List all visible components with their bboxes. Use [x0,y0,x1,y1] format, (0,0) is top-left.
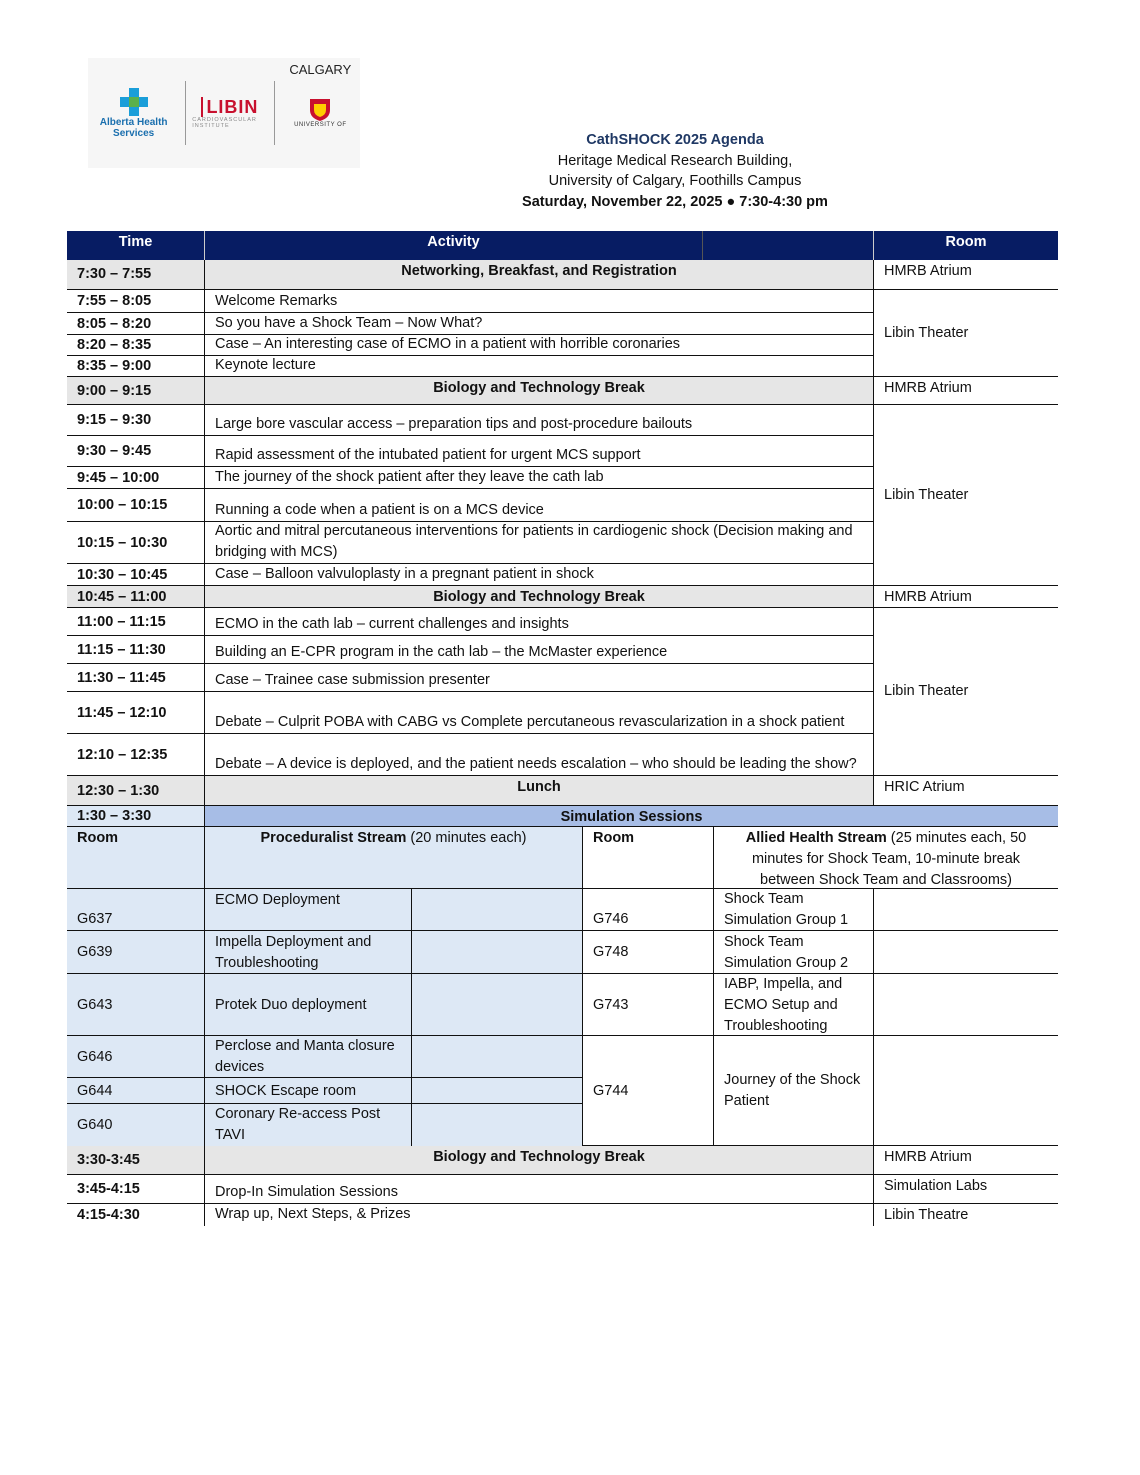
sim-allied-row [582,888,1058,931]
agenda-time: 9:30 – 9:45 [77,443,152,459]
agenda-time: 1:30 – 3:30 [67,806,204,827]
ahs-logo [88,87,179,139]
agenda-row [67,1203,1058,1226]
agenda-activity: Welcome Remarks [204,290,873,313]
sim-activity: Coronary Re-access Post TAVI [204,1104,411,1146]
sim-empty-cell [873,889,1058,931]
agenda-activity: Aortic and mitral percutaneous interventions for patients in cardiogenic shock (Decision making and bridging with MCS) [204,522,873,564]
allied-stream-header [713,827,1058,889]
sim-empty-cell [411,889,582,931]
sim-proc-row [67,930,582,974]
sim-empty-cell [873,1036,1058,1146]
ucalgary-logo-top: UNIVERSITY OF [294,122,347,128]
libin-logo [192,97,267,129]
agenda-activity: Keynote lecture [204,356,873,377]
agenda-room-merged: Libin Theater [873,404,1058,585]
agenda-activity: Biology and Technology Break [204,586,873,608]
agenda-room: HMRB Atrium [873,586,1058,608]
agenda-time: 8:05 – 8:20 [77,315,152,332]
sim-proc-row [67,973,582,1036]
agenda-time: 9:15 – 9:30 [77,412,152,428]
libin-logo-subtitle: CARDIOVASCULAR INSTITUTE [192,117,257,129]
sim-empty-cell [411,1104,582,1146]
agenda-activity: Case – Trainee case submission presenter [204,664,873,692]
agenda-time: 11:00 – 11:15 [77,613,166,630]
agenda-time: 11:30 – 11:45 [77,669,166,686]
sim-room: G644 [67,1078,204,1104]
agenda-activity: Wrap up, Next Steps, & Prizes [204,1204,873,1226]
agenda-activity: Running a code when a patient is on a MCS device [204,489,873,522]
agenda-row [67,1145,1058,1175]
agenda-time: 11:15 – 11:30 [77,641,166,658]
sim-activity: Perclose and Manta closure devices [204,1036,411,1078]
agenda-time: 10:15 – 10:30 [77,534,168,551]
agenda-activity: Rapid assessment of the intubated patient for urgent MCS support [204,436,873,467]
sim-room: G639 [67,931,204,974]
sim-proc-row [67,1035,582,1078]
sim-empty-cell [411,931,582,974]
allied-stream-note: (25 minutes each, 50 minutes for Shock Team, 10-minute break between Shock Team and Classrooms) [751,830,1027,888]
agenda-time: 12:10 – 12:35 [77,746,168,763]
sim-room: G743 [582,974,713,1036]
agenda-room: HMRB Atrium [873,377,1058,405]
sim-room: G746 [582,889,713,931]
proc-room-header: Room [67,827,204,889]
simulation-header-row [67,826,1058,889]
agenda-room: Libin Theatre [873,1204,1058,1226]
ucalgary-logo-name: CALGARY [289,62,352,77]
agenda-activity: Large bore vascular access – preparation tips and post-procedure bailouts [204,405,873,436]
column-header-time: Time [118,234,153,250]
agenda-room-merged: Libin Theater [873,607,1058,775]
agenda-room-merged: Libin Theater [873,289,1058,376]
agenda-row [67,805,1058,827]
sim-room: G748 [582,931,713,974]
agenda-time: 10:30 – 10:45 [77,566,168,583]
agenda-activity: Case – Balloon valvuloplasty in a pregnant patient in shock [204,564,873,586]
libin-logo-name: LIBIN [201,97,258,117]
agenda-activity: Debate – A device is deployed, and the patient needs escalation – who should be leading the show? [204,734,873,776]
agenda-time: 3:45-4:15 [77,1181,140,1197]
sim-activity: Protek Duo deployment [204,974,411,1036]
agenda-activity: Building an E-CPR program in the cath lab – the McMaster experience [204,636,873,664]
agenda-time: 10:00 – 10:15 [77,497,168,513]
agenda-time: 7:55 – 8:05 [77,293,152,309]
agenda-activity: Debate – Culprit POBA with CABG vs Complete percutaneous revascularization in a shock patient [204,692,873,734]
sponsor-logos [88,58,360,168]
sim-activity: ECMO Deployment [204,889,411,931]
sim-room: G646 [67,1036,204,1078]
sim-allied-row [582,973,1058,1036]
sim-empty-cell [411,1078,582,1104]
agenda-activity: Drop-In Simulation Sessions [204,1175,873,1204]
logo-divider [274,81,275,145]
agenda-activity: Networking, Breakfast, and Registration [204,260,873,289]
agenda-room: HMRB Atrium [873,260,1058,289]
agenda-activity: Simulation Sessions [204,806,1058,827]
table-header-row [67,231,1058,260]
ahs-logo-text: Alberta Health Services [99,117,168,139]
agenda-title: CathSHOCK 2025 Agenda [586,132,764,148]
agenda-building: Heritage Medical Research Building, [557,152,793,169]
sim-activity: SHOCK Escape room [204,1078,411,1104]
ucalgary-logo [281,62,360,128]
proc-stream-title: Proceduralist Stream [260,830,407,846]
agenda-campus: University of Calgary, Foothills Campus [548,173,802,189]
agenda-time: 12:30 – 1:30 [77,782,160,799]
sim-allied-row [582,930,1058,974]
agenda-time: 4:15-4:30 [77,1206,140,1223]
sim-allied-row [582,1035,1058,1146]
agenda-row [67,775,1058,806]
agenda-time: 8:35 – 9:00 [77,358,152,374]
ahs-cross-icon [119,87,149,117]
sim-empty-cell [411,1036,582,1078]
allied-room-header: Room [582,827,713,889]
agenda-row [67,1174,1058,1204]
sim-activity: Impella Deployment and Troubleshooting [204,931,411,974]
agenda-activity: ECMO in the cath lab – current challenges and insights [204,608,873,636]
agenda-time: 3:30-3:45 [77,1152,140,1168]
proc-stream-header [204,827,582,889]
logo-divider [185,81,186,145]
agenda-time: 9:45 – 10:00 [77,469,160,486]
sim-room: G637 [67,889,204,931]
sim-room: G744 [582,1036,713,1146]
sim-room: G643 [67,974,204,1036]
sim-proc-row [67,1103,582,1146]
sim-proc-row [67,888,582,931]
agenda-activity: Case – An interesting case of ECMO in a patient with horrible coronaries [204,335,873,356]
agenda-activity: Biology and Technology Break [204,1146,873,1175]
sim-activity: Shock Team Simulation Group 1 [713,889,873,931]
agenda-row [67,376,1058,405]
agenda-activity: The journey of the shock patient after they leave the cath lab [204,467,873,489]
sim-activity: Journey of the Shock Patient [713,1036,873,1146]
column-header-activity: Activity [204,231,702,260]
sim-empty-cell [873,974,1058,1036]
agenda-row [67,260,1058,289]
agenda-activity: Biology and Technology Break [204,377,873,405]
sim-proc-row [67,1077,582,1104]
column-header-room: Room [873,231,1058,260]
agenda-room: Simulation Labs [873,1175,1058,1204]
agenda-row [67,585,1058,608]
agenda-time: 9:00 – 9:15 [77,382,152,399]
sim-room: G640 [67,1104,204,1146]
column-header-spacer [702,231,873,260]
sim-activity: IABP, Impella, and ECMO Setup and Troubleshooting [713,974,873,1036]
allied-stream-title: Allied Health Stream [745,830,887,846]
proc-stream-note: (20 minutes each) [406,830,527,846]
agenda-time: 7:30 – 7:55 [77,266,152,282]
agenda-header [490,130,860,212]
agenda-room: HMRB Atrium [873,1146,1058,1175]
agenda-activity: So you have a Shock Team – Now What? [204,313,873,335]
sim-empty-cell [411,974,582,1036]
sim-activity: Shock Team Simulation Group 2 [713,931,873,974]
agenda-activity: Lunch [204,776,873,806]
sim-empty-cell [873,931,1058,974]
agenda-date: Saturday, November 22, 2025 ● 7:30-4:30 pm [522,193,828,210]
agenda-room: HRIC Atrium [873,776,1058,806]
agenda-time: 8:20 – 8:35 [77,337,152,353]
agenda-time: 10:45 – 11:00 [77,588,167,605]
agenda-time: 11:45 – 12:10 [77,704,167,721]
